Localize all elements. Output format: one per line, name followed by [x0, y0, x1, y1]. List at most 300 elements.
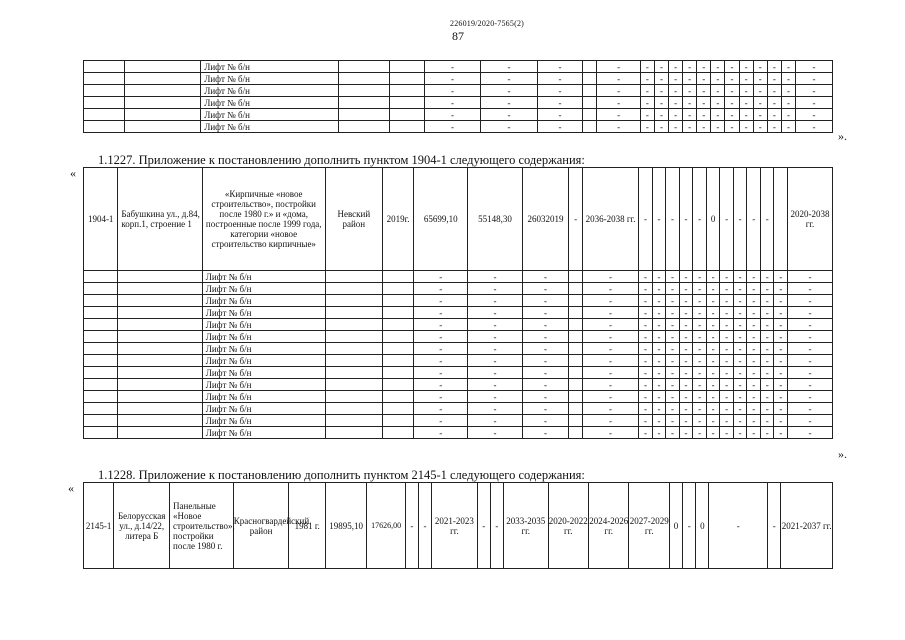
empty-cell — [118, 355, 202, 367]
lift-label: Лифт № б/н — [202, 379, 325, 391]
empty-cell — [325, 427, 382, 439]
dash-cell: - — [733, 355, 747, 367]
dash-cell: - — [522, 307, 569, 319]
dash-cell: - — [666, 283, 680, 295]
dash-cell: - — [697, 97, 711, 109]
dash-cell: - — [788, 271, 833, 283]
dash-cell: - — [733, 391, 747, 403]
dash-cell: - — [481, 109, 537, 121]
period-cell: 2033-2035 гг. — [503, 483, 548, 569]
empty-cell — [118, 283, 202, 295]
dash-cell: - — [414, 415, 468, 427]
dash-cell: - — [720, 331, 734, 343]
dash-cell: - — [666, 295, 680, 307]
empty-cell — [569, 331, 583, 343]
dash-cell: - — [693, 295, 707, 307]
dash-cell: - — [760, 283, 774, 295]
dash-cell: - — [796, 121, 833, 133]
empty-cell — [382, 331, 413, 343]
dash-cell: - — [753, 61, 767, 73]
dash-cell: - — [733, 379, 747, 391]
dash-cell: - — [597, 109, 640, 121]
lift-label: Лифт № б/н — [202, 427, 325, 439]
closing-quote: ». — [838, 129, 847, 143]
dash-cell: - — [582, 295, 638, 307]
empty-cell — [118, 403, 202, 415]
lift-label: Лифт № б/н — [202, 283, 325, 295]
dash-cell: - — [639, 331, 653, 343]
dash-cell: - — [720, 295, 734, 307]
dash-cell: - — [414, 379, 468, 391]
empty-cell — [84, 271, 118, 283]
dash-cell: - — [679, 367, 693, 379]
dash-cell: - — [725, 85, 739, 97]
lift-label: Лифт № б/н — [202, 343, 325, 355]
dash-cell: - — [639, 283, 653, 295]
dash-cell: - — [481, 61, 537, 73]
closing-quote: ». — [838, 447, 847, 461]
dash-cell: - — [414, 271, 468, 283]
empty-cell — [118, 367, 202, 379]
dash-cell: - — [639, 403, 653, 415]
dash-cell: - — [733, 319, 747, 331]
dash-cell: - — [733, 367, 747, 379]
lift-row — [84, 97, 833, 109]
lift-label: Лифт № б/н — [201, 73, 339, 85]
period-cell: 2027-2029 гг. — [629, 483, 669, 569]
dash-cell: - — [788, 295, 833, 307]
dash-cell: - — [774, 427, 788, 439]
empty-cell — [569, 295, 583, 307]
dash-cell: - — [654, 97, 668, 109]
dash-cell: - — [424, 85, 480, 97]
dash-cell: - — [747, 427, 761, 439]
dash-cell: - — [669, 97, 683, 109]
dash-cell: - — [666, 331, 680, 343]
dash-cell: - — [733, 295, 747, 307]
empty-cell — [569, 379, 583, 391]
dash-cell: - — [733, 427, 747, 439]
empty-cell — [382, 427, 413, 439]
dash-cell: - — [669, 61, 683, 73]
section-heading: 1.1228. Приложение к постановлению дополнить пунктом 2145-1 следующего содержания: — [98, 468, 585, 482]
dash-cell: - — [711, 121, 725, 133]
dash-cell: - — [640, 61, 654, 73]
empty-cell — [325, 283, 382, 295]
document-number: 226019/2020-7565(2) — [450, 19, 525, 28]
dash-cell: - — [796, 97, 833, 109]
empty-cell — [583, 97, 597, 109]
dash-cell: - — [796, 85, 833, 97]
dash-cell: - — [774, 331, 788, 343]
dash-cell: - — [414, 391, 468, 403]
dash-cell: - — [774, 367, 788, 379]
dash-cell: - — [414, 295, 468, 307]
lift-row — [84, 391, 833, 403]
empty-cell — [325, 379, 382, 391]
period-cell: 2021-2023 гг. — [432, 483, 478, 569]
dash-cell: - — [753, 121, 767, 133]
dash-cell: - — [733, 403, 747, 415]
dash-cell: - — [652, 355, 666, 367]
dash-cell: - — [652, 271, 666, 283]
empty-cell — [118, 379, 202, 391]
dash-cell: - — [468, 271, 522, 283]
empty-cell — [390, 97, 425, 109]
empty-cell — [390, 85, 425, 97]
dash-cell: - — [720, 271, 734, 283]
empty-cell — [390, 121, 425, 133]
dash-cell: - — [739, 61, 753, 73]
dash-cell: - — [720, 415, 734, 427]
cell: - — [639, 168, 653, 271]
dash-cell: - — [788, 343, 833, 355]
cell: - — [405, 483, 418, 569]
dash-cell: - — [706, 367, 720, 379]
dash-cell: - — [679, 427, 693, 439]
dash-cell: - — [739, 73, 753, 85]
dash-cell: - — [683, 85, 697, 97]
dash-cell: - — [753, 73, 767, 85]
empty-cell — [325, 403, 382, 415]
empty-cell — [583, 85, 597, 97]
cell: - — [666, 168, 680, 271]
dash-cell: - — [760, 295, 774, 307]
item-number: 2145-1 — [84, 483, 114, 569]
empty-cell — [569, 391, 583, 403]
dash-cell: - — [739, 109, 753, 121]
dash-cell: - — [652, 403, 666, 415]
year: 2019г. — [382, 168, 413, 271]
dash-cell: - — [693, 319, 707, 331]
dash-cell: - — [760, 403, 774, 415]
dash-cell: - — [679, 355, 693, 367]
dash-cell: - — [774, 283, 788, 295]
dash-cell: - — [706, 295, 720, 307]
dash-cell: - — [683, 61, 697, 73]
empty-cell — [118, 307, 202, 319]
empty-cell — [382, 367, 413, 379]
dash-cell: - — [760, 271, 774, 283]
cell: - — [747, 168, 761, 271]
dash-cell: - — [424, 121, 480, 133]
dash-cell: - — [468, 343, 522, 355]
dash-cell: - — [414, 403, 468, 415]
dash-cell: - — [468, 379, 522, 391]
empty-cell — [569, 355, 583, 367]
dash-cell: - — [720, 403, 734, 415]
lift-label: Лифт № б/н — [201, 61, 339, 73]
empty-cell — [569, 427, 583, 439]
item-2145-1-table — [83, 482, 833, 569]
dash-cell: - — [693, 343, 707, 355]
cell: - — [477, 483, 490, 569]
lift-row — [84, 109, 833, 121]
dash-cell: - — [788, 355, 833, 367]
date: 26032019 — [522, 168, 569, 271]
empty-cell — [583, 61, 597, 73]
dash-cell: - — [468, 283, 522, 295]
period-cell: 2036-2038 гг. — [582, 168, 638, 271]
dash-cell: - — [767, 61, 781, 73]
empty-cell — [84, 415, 118, 427]
dash-cell: - — [706, 271, 720, 283]
dash-cell: - — [679, 319, 693, 331]
empty-cell — [125, 61, 201, 73]
empty-cell — [84, 97, 125, 109]
empty-cell — [125, 109, 201, 121]
dash-cell: - — [767, 121, 781, 133]
empty-cell — [118, 319, 202, 331]
empty-cell — [84, 379, 118, 391]
dash-cell: - — [414, 331, 468, 343]
empty-cell — [339, 121, 390, 133]
empty-cell — [84, 427, 118, 439]
dash-cell: - — [747, 343, 761, 355]
empty-cell — [382, 283, 413, 295]
item-1904-1-table — [83, 167, 833, 439]
cell: - — [709, 483, 768, 569]
dash-cell: - — [720, 379, 734, 391]
dash-cell: - — [788, 415, 833, 427]
cell: - — [490, 483, 503, 569]
dash-cell: - — [733, 271, 747, 283]
district: Красногвардейский район — [233, 483, 289, 569]
dash-cell: - — [669, 73, 683, 85]
lift-label: Лифт № б/н — [202, 403, 325, 415]
dash-cell: - — [706, 355, 720, 367]
lift-row — [84, 283, 833, 295]
dash-cell: - — [414, 427, 468, 439]
dash-cell: - — [582, 379, 638, 391]
area-total: 65699,10 — [414, 168, 468, 271]
empty-cell — [325, 391, 382, 403]
lift-label: Лифт № б/н — [202, 319, 325, 331]
dash-cell: - — [725, 121, 739, 133]
dash-cell: - — [747, 367, 761, 379]
area-living: 17626,00 — [367, 483, 405, 569]
dash-cell: - — [640, 109, 654, 121]
cell — [774, 168, 788, 271]
dash-cell: - — [597, 121, 640, 133]
dash-cell: - — [666, 307, 680, 319]
dash-cell: - — [693, 415, 707, 427]
dash-cell: - — [468, 295, 522, 307]
dash-cell: - — [725, 73, 739, 85]
dash-cell: - — [597, 97, 640, 109]
dash-cell: - — [679, 391, 693, 403]
empty-cell — [339, 61, 390, 73]
dash-cell: - — [582, 355, 638, 367]
dash-cell: - — [774, 355, 788, 367]
dash-cell: - — [693, 283, 707, 295]
dash-cell: - — [767, 73, 781, 85]
dash-cell: - — [414, 307, 468, 319]
empty-cell — [325, 415, 382, 427]
dash-cell: - — [753, 85, 767, 97]
dash-cell: - — [720, 367, 734, 379]
dash-cell: - — [679, 331, 693, 343]
dash-cell: - — [774, 415, 788, 427]
dash-cell: - — [414, 283, 468, 295]
empty-cell — [84, 331, 118, 343]
building-type: Панельные «Новое строительство», постройки после 1980 г. — [170, 483, 234, 569]
empty-cell — [569, 283, 583, 295]
dash-cell: - — [733, 331, 747, 343]
dash-cell: - — [781, 73, 795, 85]
dash-cell: - — [414, 367, 468, 379]
dash-cell: - — [424, 73, 480, 85]
empty-cell — [84, 367, 118, 379]
dash-cell: - — [639, 307, 653, 319]
empty-cell — [569, 307, 583, 319]
dash-cell: - — [693, 403, 707, 415]
dash-cell: - — [537, 73, 583, 85]
empty-cell — [325, 343, 382, 355]
empty-cell — [390, 61, 425, 73]
dash-cell: - — [666, 271, 680, 283]
empty-cell — [84, 403, 118, 415]
empty-cell — [84, 283, 118, 295]
dash-cell: - — [640, 97, 654, 109]
dash-cell: - — [697, 109, 711, 121]
dash-cell: - — [669, 85, 683, 97]
lift-label: Лифт № б/н — [202, 355, 325, 367]
cell: 0 — [706, 168, 720, 271]
dash-cell: - — [666, 415, 680, 427]
dash-cell: - — [679, 283, 693, 295]
dash-cell: - — [706, 283, 720, 295]
dash-cell: - — [788, 427, 833, 439]
dash-cell: - — [788, 367, 833, 379]
dash-cell: - — [760, 355, 774, 367]
empty-cell — [382, 415, 413, 427]
dash-cell: - — [711, 61, 725, 73]
dash-cell: - — [468, 331, 522, 343]
dash-cell: - — [788, 307, 833, 319]
dash-cell: - — [481, 73, 537, 85]
dash-cell: - — [774, 307, 788, 319]
dash-cell: - — [522, 415, 569, 427]
empty-cell — [569, 367, 583, 379]
dash-cell: - — [639, 343, 653, 355]
dash-cell: - — [652, 295, 666, 307]
dash-cell: - — [424, 97, 480, 109]
dash-cell: - — [654, 61, 668, 73]
dash-cell: - — [733, 415, 747, 427]
dash-cell: - — [781, 61, 795, 73]
empty-cell — [583, 109, 597, 121]
dash-cell: - — [774, 391, 788, 403]
opening-quote: « — [70, 166, 76, 180]
dash-cell: - — [640, 85, 654, 97]
dash-cell: - — [706, 331, 720, 343]
dash-cell: - — [760, 331, 774, 343]
dash-cell: - — [582, 331, 638, 343]
empty-cell — [325, 271, 382, 283]
cell: - — [569, 168, 583, 271]
empty-cell — [382, 319, 413, 331]
dash-cell: - — [481, 85, 537, 97]
empty-cell — [382, 271, 413, 283]
dash-cell: - — [720, 391, 734, 403]
dash-cell: - — [720, 427, 734, 439]
cell: 0 — [669, 483, 682, 569]
empty-cell — [339, 109, 390, 121]
dash-cell: - — [522, 379, 569, 391]
empty-cell — [339, 97, 390, 109]
dash-cell: - — [652, 331, 666, 343]
empty-cell — [118, 295, 202, 307]
empty-cell — [84, 85, 125, 97]
dash-cell: - — [537, 85, 583, 97]
lift-label: Лифт № б/н — [202, 415, 325, 427]
dash-cell: - — [414, 343, 468, 355]
dash-cell: - — [774, 295, 788, 307]
dash-cell: - — [711, 73, 725, 85]
dash-cell: - — [760, 307, 774, 319]
empty-cell — [118, 427, 202, 439]
dash-cell: - — [683, 73, 697, 85]
dash-cell: - — [654, 85, 668, 97]
building-type: «Кирпичные «новое строительство», постройки после 1980 г.» и «дома, построенные после 1999 года, категории «новое строительство кирпичные» — [202, 168, 325, 271]
lift-label: Лифт № б/н — [201, 85, 339, 97]
empty-cell — [569, 415, 583, 427]
dash-cell: - — [747, 319, 761, 331]
dash-cell: - — [414, 355, 468, 367]
lift-label: Лифт № б/н — [202, 331, 325, 343]
dash-cell: - — [468, 391, 522, 403]
dash-cell: - — [706, 415, 720, 427]
period-cell: 2020-2022 гг. — [548, 483, 588, 569]
dash-cell: - — [788, 391, 833, 403]
empty-cell — [339, 85, 390, 97]
dash-cell: - — [666, 343, 680, 355]
dash-cell: - — [760, 391, 774, 403]
dash-cell: - — [639, 427, 653, 439]
dash-cell: - — [796, 73, 833, 85]
cell: - — [768, 483, 781, 569]
dash-cell: - — [468, 367, 522, 379]
dash-cell: - — [597, 73, 640, 85]
dash-cell: - — [468, 355, 522, 367]
empty-cell — [583, 121, 597, 133]
empty-cell — [325, 319, 382, 331]
dash-cell: - — [706, 379, 720, 391]
dash-cell: - — [639, 379, 653, 391]
dash-cell: - — [733, 343, 747, 355]
empty-cell — [339, 73, 390, 85]
lift-row — [84, 85, 833, 97]
dash-cell: - — [706, 307, 720, 319]
item-number: 1904-1 — [84, 168, 118, 271]
period-cell: 2020-2038 гг. — [788, 168, 833, 271]
empty-cell — [125, 73, 201, 85]
dash-cell: - — [652, 307, 666, 319]
empty-cell — [382, 307, 413, 319]
dash-cell: - — [640, 121, 654, 133]
empty-cell — [84, 61, 125, 73]
lift-label: Лифт № б/н — [201, 121, 339, 133]
empty-cell — [118, 271, 202, 283]
district: Невский район — [325, 168, 382, 271]
cell: - — [683, 483, 696, 569]
dash-cell: - — [693, 331, 707, 343]
dash-cell: - — [582, 367, 638, 379]
empty-cell — [382, 343, 413, 355]
lift-row — [84, 295, 833, 307]
dash-cell: - — [639, 355, 653, 367]
